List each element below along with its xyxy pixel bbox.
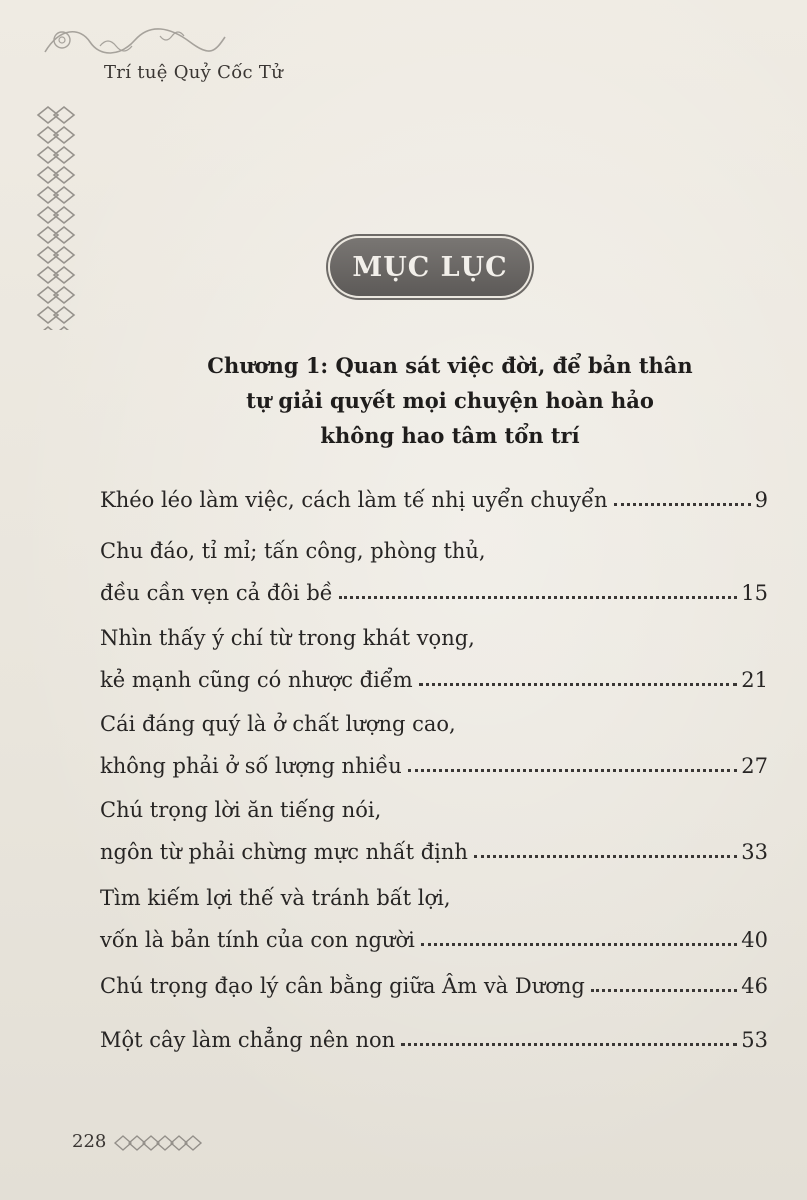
toc-entry-title: Tìm kiếm lợi thế và tránh bất lợi, bbox=[100, 886, 451, 910]
toc-entry-title: ngôn từ phải chừng mực nhất định bbox=[100, 840, 468, 864]
side-pattern-icon bbox=[34, 105, 78, 330]
toc-entry-title: Khéo léo làm việc, cách làm tế nhị uyển chuyển bbox=[100, 488, 608, 512]
page-number: 228 bbox=[72, 1131, 107, 1152]
toc-entry-title: đều cần vẹn cả đôi bề bbox=[100, 581, 333, 605]
footer-pattern-icon bbox=[113, 1134, 205, 1152]
chapter-title-line-1: Chương 1: Quan sát việc đời, để bản thân bbox=[207, 353, 693, 378]
chapter-title-line-3: không hao tâm tổn trí bbox=[320, 423, 580, 448]
toc-entry-title: không phải ở số lượng nhiều bbox=[100, 754, 402, 778]
toc-entry-page: 33 bbox=[741, 840, 768, 864]
dot-leader bbox=[408, 769, 737, 772]
toc-entry-page: 53 bbox=[741, 1028, 768, 1052]
dot-leader bbox=[421, 943, 737, 946]
toc-entry-title: Chú trọng đạo lý cân bằng giữa Âm và Dương bbox=[100, 974, 585, 998]
toc-entry-title: Chú trọng lời ăn tiếng nói, bbox=[100, 798, 382, 822]
toc-heading: MỤC LỤC bbox=[352, 251, 508, 283]
toc-entry-title: Nhìn thấy ý chí từ trong khát vọng, bbox=[100, 626, 475, 650]
chapter-title-line-2: tự giải quyết mọi chuyện hoàn hảo bbox=[246, 388, 654, 413]
dot-leader bbox=[339, 596, 738, 599]
toc-entry-title: Một cây làm chẳng nên non bbox=[100, 1028, 396, 1052]
corner-ornament-icon bbox=[40, 22, 230, 62]
toc-entry-page: 9 bbox=[754, 488, 768, 512]
toc-entry-page: 15 bbox=[741, 581, 768, 605]
toc-entry-title: Chu đáo, tỉ mỉ; tấn công, phòng thủ, bbox=[100, 539, 486, 563]
dot-leader bbox=[419, 683, 738, 686]
toc-heading-badge bbox=[328, 236, 532, 298]
toc-entry-page: 46 bbox=[741, 974, 768, 998]
dot-leader bbox=[614, 503, 751, 506]
toc-entry-page: 27 bbox=[741, 754, 768, 778]
running-title: Trí tuệ Quỷ Cốc Tử bbox=[104, 62, 284, 83]
dot-leader bbox=[401, 1043, 737, 1046]
toc-entry-page: 21 bbox=[741, 668, 768, 692]
toc-entry-title: kẻ mạnh cũng có nhược điểm bbox=[100, 668, 413, 692]
toc-entry-title: vốn là bản tính của con người bbox=[100, 928, 415, 952]
toc-entry-title: Cái đáng quý là ở chất lượng cao, bbox=[100, 712, 456, 736]
toc-entry-page: 40 bbox=[741, 928, 768, 952]
bleed-through-texture bbox=[96, 112, 786, 155]
dot-leader bbox=[591, 989, 737, 992]
dot-leader bbox=[474, 855, 737, 858]
